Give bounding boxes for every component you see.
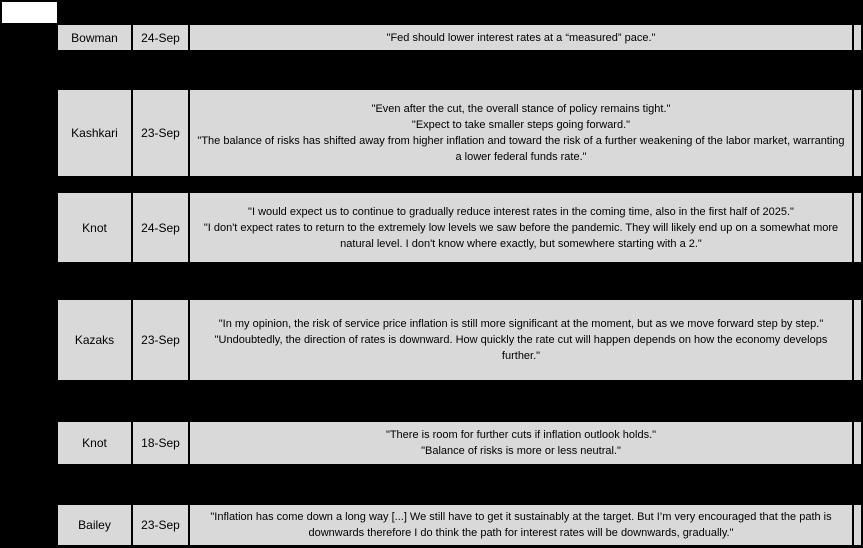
quote-line: "In my opinion, the risk of service price inflation is still more significant at the moment, but as we move forward step by step." [218,318,824,330]
quote-line: "There is room for further cuts if inflation outlook holds." [385,429,657,441]
quote-date: 23-Sep [141,126,180,140]
date-cell [133,90,188,176]
cropped-next-column [854,90,861,176]
speaker-name: Bowman [71,30,118,45]
quote-cell [190,422,852,464]
table-row [58,25,861,50]
speaker-cell [58,505,131,545]
quote-line: "Balance of risks is more or less neutral." [421,445,621,457]
cropped-next-column [854,422,861,464]
quote-date: 24-Sep [141,30,180,45]
table-row [58,193,861,262]
quote-cell [190,90,852,176]
speaker-name: Knot [82,436,107,450]
speaker-cell [58,90,131,176]
speaker-cell [58,422,131,464]
quote-cell [190,300,852,380]
quote-line: "Fed should lower interest rates at a “measured” pace." [386,31,656,44]
speaker-cell [58,25,131,50]
quote-date: 18-Sep [141,436,180,450]
speaker-cell [58,300,131,380]
quote-line: "Undoubtedly, the direction of rates is downward. How quickly the rate cut will happen depends on how the economy develops further." [214,334,828,362]
table-row [58,505,861,545]
quote-cell [190,193,852,262]
table-row [58,90,861,176]
corner-box [2,2,57,23]
cropped-next-column [854,25,861,50]
table-row [58,422,861,464]
cropped-next-column [854,505,861,545]
speaker-name: Bailey [78,518,111,532]
speaker-name: Kashkari [71,126,118,140]
quote-line: "I would expect us to continue to gradually reduce interest rates in the coming time, also in the first half of 2025." [248,205,794,218]
speaker-cell [58,193,131,262]
quote-line: "Inflation has come down a long way [...] We still have to get it sustainably at the target. But I’m very encouraged that the path is downwards therefore I do think the path for interest rates will be downwards, gradually." [210,511,832,539]
cropped-next-column [854,193,861,262]
date-cell [133,25,188,50]
quote-date: 24-Sep [141,220,180,235]
quote-line: "Even after the cut, the overall stance of policy remains tight." [371,103,671,115]
quote-cell [190,25,852,50]
quote-line: "Expect to take smaller steps going forward." [411,119,631,131]
cropped-next-column [854,300,861,380]
date-cell [133,505,188,545]
quote-line: "I don't expect rates to return to the extremely low levels we saw before the pandemic. They will likely end up on a somewhat more natural level. I don't know where exactly, but somewhere starting with a 2." [203,221,839,250]
speaker-name: Knot [82,220,107,235]
quote-cell [190,505,852,545]
quote-date: 23-Sep [141,333,180,347]
table-row [58,300,861,380]
date-cell [133,193,188,262]
quote-date: 23-Sep [141,518,180,532]
date-cell [133,422,188,464]
date-cell [133,300,188,380]
speaker-name: Kazaks [74,333,115,347]
quote-line: "The balance of risks has shifted away from higher inflation and toward the risk of a further weakening of the labor market, warranting a lower federal funds rate." [197,135,845,163]
